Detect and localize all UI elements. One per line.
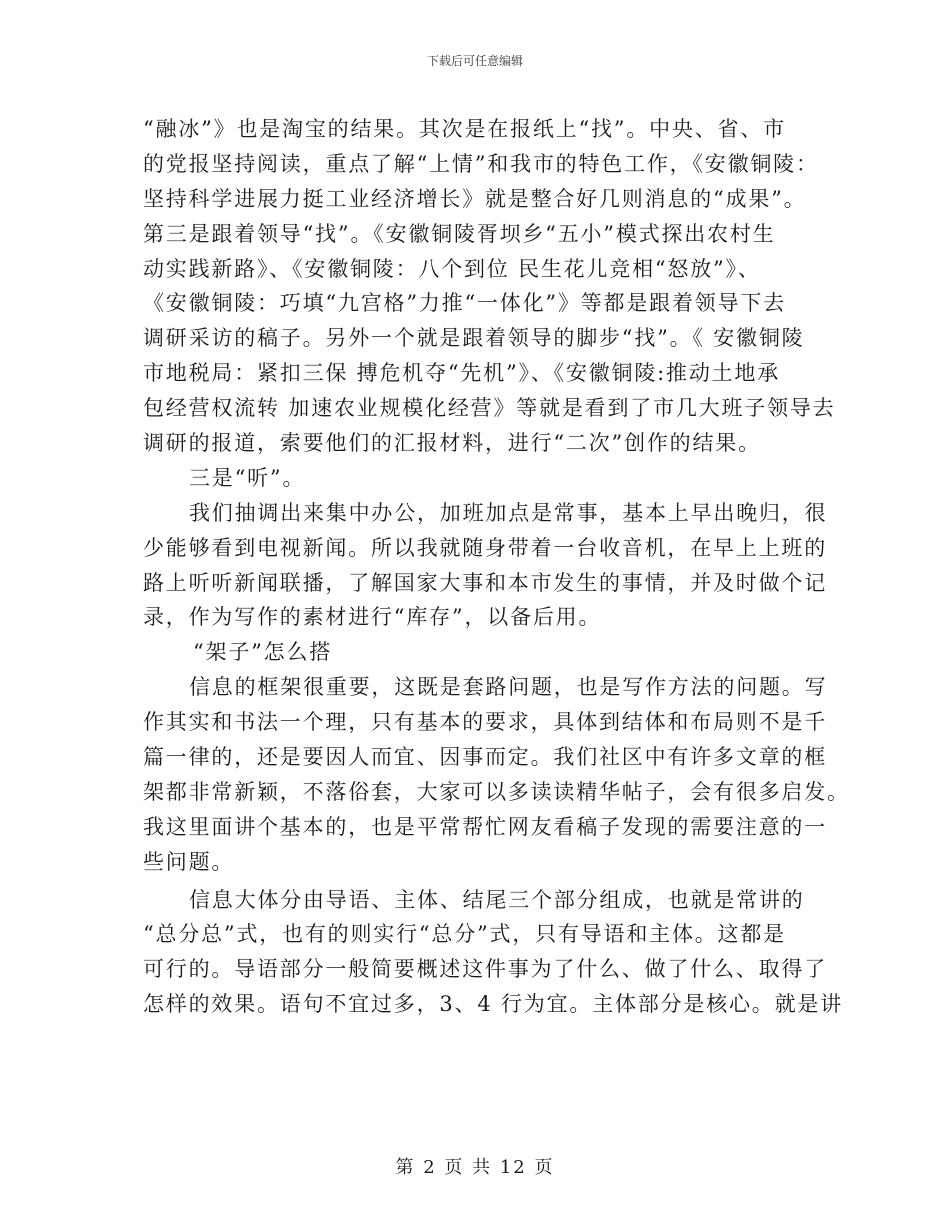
text-line: 作其实和书法一个理，只有基本的要求，具体到结体和布局则不是千 xyxy=(143,710,827,735)
text-line: 篇一律的，还是要因人而宜、因事而定。我们社区中有许多文章的框 xyxy=(143,745,827,770)
text-line: 少能够看到电视新闻。所以我就随身带着一台收音机，在早上上班的 xyxy=(143,535,827,560)
text-line: 信息大体分由导语、主体、结尾三个部分组成，也就是常讲的 xyxy=(189,887,805,912)
text-line: 调研的报道，索要他们的汇报材料，进行“二次”创作的结果。 xyxy=(143,431,761,456)
text-line: 怎样的效果。语句不宜过多，3、4 行为宜。主体部分是核心。就是讲 xyxy=(143,992,843,1017)
text-line: 的党报坚持阅读，重点了解“上情”和我市的特色工作，《安徽铜陵： xyxy=(143,151,819,176)
text-line: 路上听听新闻联播，了解国家大事和本市发生的事情，并及时做个记 xyxy=(143,570,827,595)
text-line: 可行的。导语部分一般简要概述这件事为了什么、做了什么、取得了 xyxy=(143,957,827,982)
text-line: 动实践新路》、《安徽铜陵：八个到位 民生花儿竞相“怒放”》、 xyxy=(143,256,761,281)
section-heading: 三是“听”。 xyxy=(189,465,306,490)
text-line: 市地税局：紧扣三保 搏危机夺“先机”》、《安徽铜陵:推动土地承 xyxy=(143,361,781,386)
text-line: 调研采访的稿子。另外一个就是跟着领导的脚步“找”。《 安徽铜陵 xyxy=(143,326,805,351)
document-body xyxy=(143,112,850,1022)
text-line: “总分总”式，也有的则实行“总分”式，只有导语和主体。这都是 xyxy=(143,922,786,947)
text-line: 架都非常新颖，不落俗套，大家可以多读读精华帖子，会有很多启发。 xyxy=(143,779,850,804)
text-line: 第三是跟着领导“找”。《安徽铜陵胥坝乡“五小”模式探出农村生 xyxy=(143,221,776,246)
text-line: 包经营权流转 加速农业规模化经营》等就是看到了市几大班子领导去 xyxy=(143,396,836,421)
page-header: 下载后可任意编辑 xyxy=(426,54,523,68)
text-line: 坚持科学进展力挺工业经济增长》就是整合好几则消息的“成果”。 xyxy=(143,186,807,211)
text-line: 信息的框架很重要，这既是套路问题，也是写作方法的问题。写 xyxy=(189,675,828,700)
page-number: 第 2 页 共 12 页 xyxy=(395,1157,555,1178)
text-line: “融冰”》也是淘宝的结果。其次是在报纸上“找”。中央、省、市 xyxy=(143,117,786,141)
text-line: 些问题。 xyxy=(143,849,235,874)
text-line: 我这里面讲个基本的，也是平常帮忙网友看稿子发现的需要注意的一 xyxy=(143,814,827,839)
text-line: 我们抽调出来集中办公，加班加点是常事，基本上早出晚归，很 xyxy=(189,500,828,525)
section-heading: “架子”怎么搭 xyxy=(193,640,333,665)
text-line: 《安徽铜陵：巧填“九宫格”力推“一体化”》等都是跟着领导下去 xyxy=(143,291,786,316)
text-line: 录，作为写作的素材进行“库存”，以备后用。 xyxy=(143,605,602,630)
